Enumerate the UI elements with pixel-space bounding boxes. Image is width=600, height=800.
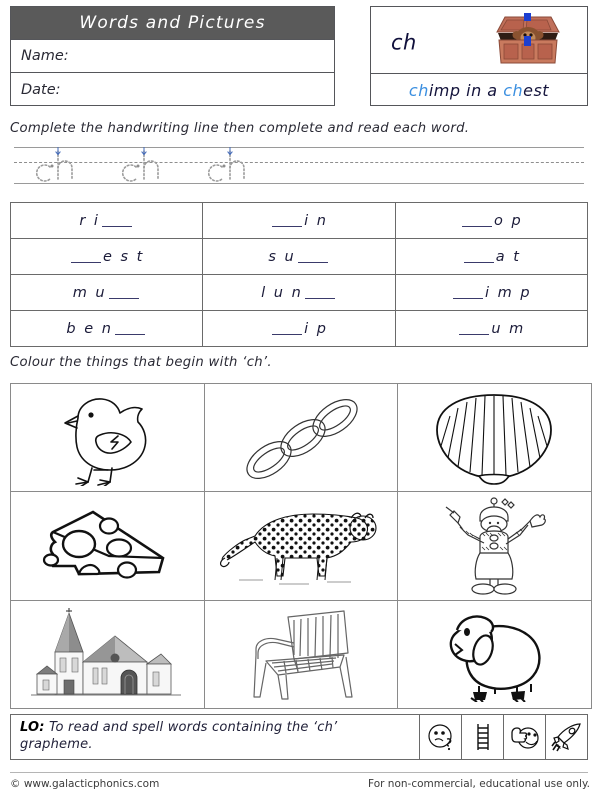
picture-cell-sheep[interactable] bbox=[398, 600, 592, 708]
learning-objective-text bbox=[11, 715, 419, 759]
word-blank[interactable] bbox=[305, 298, 335, 299]
shell-icon bbox=[429, 390, 559, 486]
colour-instruction: Colour the things that begin with ‘ch’. bbox=[10, 355, 272, 370]
trace-letters-ch-1 bbox=[28, 145, 96, 187]
word-blank[interactable] bbox=[462, 226, 492, 227]
name-label: Name: bbox=[21, 48, 69, 64]
word-cell[interactable] bbox=[395, 275, 587, 311]
picture-cell-clown[interactable] bbox=[398, 492, 592, 600]
trace-letters-ch-2 bbox=[114, 145, 182, 187]
lo-icon-rocket[interactable] bbox=[545, 715, 587, 759]
phrase-part-2: imp in a bbox=[428, 80, 504, 100]
chain-icon bbox=[225, 390, 377, 486]
lo-body: To read and spell words containing the ‘ch’ grapheme. bbox=[20, 720, 338, 752]
word-blank[interactable] bbox=[71, 262, 101, 263]
phrase-part-4: est bbox=[523, 80, 550, 100]
picture-cell-chick[interactable] bbox=[11, 384, 205, 492]
footer-usage-note: For non-commercial, educational use only. bbox=[368, 778, 590, 790]
date-field-row[interactable] bbox=[11, 73, 334, 106]
learning-objective-box bbox=[10, 714, 588, 760]
word-blank[interactable] bbox=[272, 334, 302, 335]
lo-prefix: LO: bbox=[20, 720, 45, 735]
thinking-face-icon bbox=[426, 722, 456, 752]
guide-line-bottom bbox=[14, 183, 584, 184]
grapheme-display bbox=[371, 7, 587, 74]
picture-row bbox=[11, 384, 592, 492]
word-post: i n bbox=[304, 212, 328, 229]
word-post: o p bbox=[493, 212, 523, 229]
table-row bbox=[11, 203, 588, 239]
grapheme-box bbox=[370, 6, 588, 106]
grapheme-phrase bbox=[371, 74, 587, 106]
ladder-icon bbox=[474, 722, 492, 752]
word-post: a t bbox=[495, 248, 521, 265]
clown-icon bbox=[436, 497, 552, 595]
grapheme-letter: ch bbox=[391, 30, 417, 55]
guide-line-middle bbox=[14, 162, 584, 163]
header bbox=[10, 6, 588, 106]
trace-letters-ch-3 bbox=[200, 145, 268, 187]
word-cell[interactable] bbox=[203, 203, 395, 239]
word-cell[interactable] bbox=[203, 239, 395, 275]
cheese-icon bbox=[31, 500, 183, 592]
word-cell[interactable] bbox=[11, 239, 203, 275]
word-pre: l u n bbox=[261, 284, 303, 301]
phrase-part-1: ch bbox=[408, 80, 429, 100]
cheetah-icon bbox=[217, 500, 385, 592]
word-post: i m p bbox=[485, 284, 532, 301]
picture-cell-cheese[interactable] bbox=[11, 492, 205, 600]
table-row bbox=[11, 275, 588, 311]
word-cell[interactable] bbox=[395, 203, 587, 239]
table-row bbox=[11, 311, 588, 347]
picture-cell-chain[interactable] bbox=[204, 384, 398, 492]
lo-icon-thinking[interactable] bbox=[419, 715, 461, 759]
word-cell[interactable] bbox=[11, 311, 203, 347]
word-cell[interactable] bbox=[11, 275, 203, 311]
word-post: e s t bbox=[102, 248, 145, 265]
word-cell[interactable] bbox=[395, 239, 587, 275]
picture-cell-shell[interactable] bbox=[398, 384, 592, 492]
picture-cell-chair[interactable] bbox=[204, 600, 398, 708]
chair-icon bbox=[236, 605, 366, 703]
lo-icon-ladder[interactable] bbox=[461, 715, 503, 759]
footer-divider bbox=[10, 772, 588, 773]
word-completion-table bbox=[10, 202, 588, 347]
picture-grid bbox=[10, 383, 592, 709]
guide-line-top bbox=[14, 147, 584, 148]
title-box bbox=[10, 6, 335, 106]
church-icon bbox=[25, 606, 189, 702]
word-blank[interactable] bbox=[102, 226, 132, 227]
page-title: Words and Pictures bbox=[79, 13, 266, 33]
word-cell[interactable] bbox=[395, 311, 587, 347]
table-row bbox=[11, 239, 588, 275]
word-cell[interactable] bbox=[203, 275, 395, 311]
word-post: i p bbox=[304, 320, 328, 337]
sheep-icon bbox=[421, 606, 567, 702]
picture-cell-cheetah[interactable] bbox=[204, 492, 398, 600]
worksheet-title-bar bbox=[11, 7, 334, 40]
picture-row bbox=[11, 600, 592, 708]
treasure-chest-icon bbox=[479, 10, 571, 70]
word-pre: b e n bbox=[66, 320, 113, 337]
thumbs-up-face-icon bbox=[509, 722, 541, 752]
rocket-icon bbox=[551, 722, 583, 752]
word-pre: r i bbox=[79, 212, 100, 229]
word-pre: s u bbox=[268, 248, 296, 265]
word-cell[interactable] bbox=[203, 311, 395, 347]
word-blank[interactable] bbox=[464, 262, 494, 263]
word-blank[interactable] bbox=[115, 334, 145, 335]
word-blank[interactable] bbox=[272, 226, 302, 227]
word-blank[interactable] bbox=[453, 298, 483, 299]
chick-icon bbox=[32, 390, 182, 486]
word-pre: m u bbox=[72, 284, 107, 301]
date-label: Date: bbox=[21, 81, 61, 98]
picture-row bbox=[11, 492, 592, 600]
handwriting-practice-line[interactable] bbox=[14, 145, 584, 187]
picture-cell-church[interactable] bbox=[11, 600, 205, 708]
lo-icon-thumbs-up[interactable] bbox=[503, 715, 545, 759]
handwriting-instruction: Complete the handwriting line then complete and read each word. bbox=[10, 121, 470, 136]
word-blank[interactable] bbox=[109, 298, 139, 299]
word-blank[interactable] bbox=[298, 262, 328, 263]
word-post: u m bbox=[491, 320, 526, 337]
word-blank[interactable] bbox=[459, 334, 489, 335]
footer-copyright: © www.galacticphonics.com bbox=[10, 778, 160, 790]
phrase-part-3: ch bbox=[503, 80, 524, 100]
word-cell[interactable] bbox=[11, 203, 203, 239]
name-field-row[interactable] bbox=[11, 40, 334, 73]
